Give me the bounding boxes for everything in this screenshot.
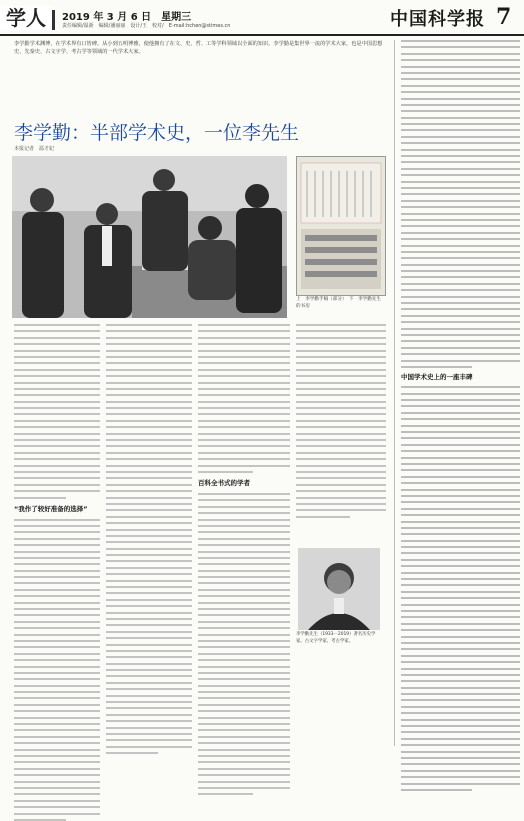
- section-head-1: “我作了较好准备的选择”: [14, 504, 88, 513]
- right-section-head: 中国学术史上的一座丰碑: [401, 373, 473, 382]
- body-column-3: [198, 324, 290, 744]
- body-column-1: [14, 324, 100, 744]
- right-column: [394, 40, 520, 746]
- manuscript-image: [296, 156, 386, 296]
- group-photo: [12, 156, 287, 318]
- page-number: 7: [496, 4, 512, 30]
- lead-text: 李学勤学术渊博，在学术界有口皆碑。从小到五明博雅，使他拥有了在文、史、哲、工等学科领域以全面的知识。李学勤是集世界一流的学术大家，也是中国思想史、先秦史、古文字学、考古学等领域的一代学术大家。: [14, 41, 383, 55]
- portrait-photo: [298, 548, 380, 630]
- body-column-4: [296, 324, 386, 544]
- page-header: [0, 0, 524, 36]
- lead-paragraph: [14, 40, 384, 56]
- newspaper-masthead: 中国科学报: [390, 9, 485, 30]
- reporter-byline: 本报记者 温才妃: [14, 146, 55, 152]
- editor-credits: 责任编辑/温新 编辑/潘丽丽 设计/王 校对/ E-mail:hchen@stimes.cn: [62, 23, 231, 29]
- article-headline: 李学勤：半部学术史，一位李先生: [14, 122, 300, 144]
- header-divider: [52, 10, 55, 30]
- body-column-2: [106, 324, 192, 744]
- issue-date: 2019 年 3 月 6 日 星期三: [62, 12, 192, 23]
- portrait-caption: 李学勤先生（1933－2019）著名历史学家、古文字学家、考古学家。: [296, 632, 376, 644]
- section-head-2: 百科全书式的学者: [198, 478, 250, 487]
- manuscript-caption: 上 李学勤手稿（部分） 下 李学勤先生的书房: [296, 297, 381, 309]
- section-tag: 学人: [0, 6, 54, 30]
